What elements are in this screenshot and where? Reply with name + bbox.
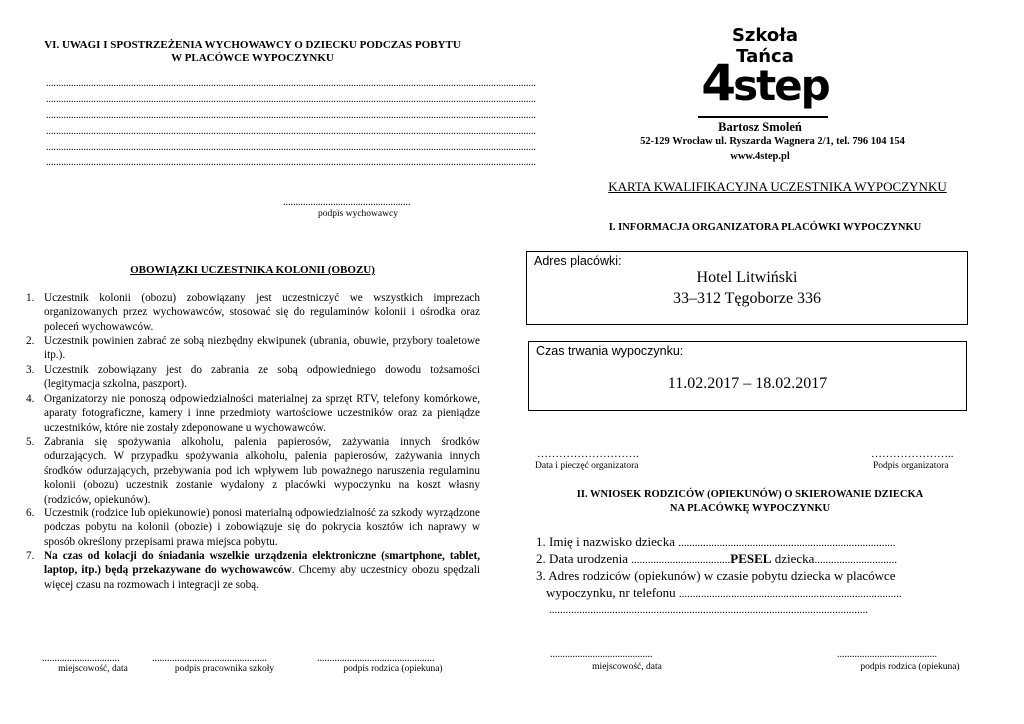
duration-label: Czas trwania wypoczynku: xyxy=(536,344,684,358)
birth-date-dots[interactable]: .................................... xyxy=(631,554,731,566)
place-date-line[interactable]: ............................... xyxy=(42,653,120,664)
notes-line-1[interactable]: .................................................................................................................................................................................................... xyxy=(46,78,536,89)
logo-underline xyxy=(698,116,828,118)
venue-box xyxy=(526,251,968,325)
child-name-dots[interactable]: ............................................................................... xyxy=(678,537,896,549)
duty7-rest: . Chcemy aby uczestnicy obozu spędzali więcej czasu na rozmowach i integracji ze sobą. xyxy=(44,564,480,591)
organizer-signature-line[interactable]: ………………….. xyxy=(871,448,954,460)
parents-phone-label: wypoczynku, nr telefonu xyxy=(546,585,676,600)
duty7-bold: Na czas od kolacji do śniadania wszelkie urządzenia elektroniczne (smartphone, tablet, laptop, itp.) będą przekazywane do wychowawców xyxy=(44,550,480,577)
section2-title-line1: II. WNIOSEK RODZICÓW (OPIEKUNÓW) O SKIEROWANIE DZIECKA xyxy=(576,489,924,500)
duty-item: 4. Organizatorzy nie ponoszą odpowiedzialności materialnej za sprzęt RTV, telefony komórkowe, aparaty fotograficzne, kamery i inne przedmioty wartościowe uczestników oraz za pieniądze uczestników, które nie zostały zdeponowane u wychowawców. xyxy=(26,393,480,434)
duty-item: 6. Uczestnik (rodzice lub opiekunowie) ponosi materialną odpowiedzialność za szkody wyrządzone podczas pobytu na kolonii (obozie) i zobowiązuje się do pokrycia kosztów ich naprawy w sposób określony przepisami prawa miejsca pobytu. xyxy=(26,507,480,548)
parents-address-label: 3. Adres rodziców (opiekunów) w czasie pobytu dziecka w placówce xyxy=(536,568,896,583)
logo-number: 4 xyxy=(701,54,734,112)
parent-signature-line-left[interactable]: ............................................... xyxy=(317,653,435,664)
brand-logo xyxy=(700,52,830,114)
brand-name: Szkoła Tańca xyxy=(731,25,799,67)
notes-line-5[interactable]: .................................................................................................................................................................................................... xyxy=(46,142,536,153)
parent-signature-line-right[interactable]: ........................................ xyxy=(837,649,937,660)
venue-address: 33–312 Tęgoborze 336 xyxy=(672,290,822,307)
section6-title: VI. UWAGI I SPOSTRZEŻENIA WYCHOWAWCY O DZIECKU PODCZAS POBYTU W PLACÓWCE WYPOCZYNKU xyxy=(44,39,461,64)
website[interactable]: www.4step.pl xyxy=(730,151,790,162)
birth-pesel-field[interactable] xyxy=(536,551,991,567)
pesel-label: PESEL xyxy=(730,551,772,566)
duty-item: 5. Zabrania się spożywania alkoholu, palenia papierosów, zażywania innych środków odurzających. W przypadku spożywania alkoholu, palenia papierosów, zażywania innych środków odurzających, przebywania pod ich wpływem lub poważnego naruszenia regulaminu kolonii (obozu) uczestnik zostanie wydalony z placówki wypoczynku na koszt własny (rodziców, opiekunów). xyxy=(26,436,480,506)
section1-title: I. INFORMACJA ORGANIZATORA PLACÓWKI WYPOCZYNKU xyxy=(608,222,922,233)
organizer-stamp-line[interactable]: ………………………. xyxy=(537,448,639,460)
notes-line-2[interactable]: .................................................................................................................................................................................................... xyxy=(46,94,536,105)
duration-value: 11.02.2017 – 18.02.2017 xyxy=(667,375,828,392)
duty-item: 7. Na czas od kolacji do śniadania wszelkie urządzenia elektroniczne (smartphone, tablet, laptop, itp.) będą przekazywane do wychowawców. Chcemy aby uczestnicy obozu spędzali więcej czasu na rozmowach i integracji ze sobą. xyxy=(26,550,480,591)
notes-line-4[interactable]: .................................................................................................................................................................................................... xyxy=(46,126,536,137)
parents-address-dots[interactable]: ................................................................................. xyxy=(678,588,902,600)
owner-name: Bartosz Smoleń xyxy=(718,120,802,134)
section2-title-line2: NA PLACÓWKĘ WYPOCZYNKU xyxy=(669,503,831,514)
organizer-signature-label: Podpis organizatora xyxy=(873,461,949,471)
place-date-line-right[interactable]: ......................................... xyxy=(550,649,653,660)
child-name-field[interactable] xyxy=(536,534,991,550)
parents-address-field[interactable] xyxy=(546,585,991,601)
place-date-label: miejscowość, data xyxy=(58,664,128,674)
school-staff-signature-label: podpis pracownika szkoły xyxy=(174,664,275,674)
pesel-child-label: dziecka xyxy=(771,551,815,566)
parent-signature-label-left: podpis rodzica (opiekuna) xyxy=(343,664,443,674)
logo-word: step xyxy=(733,61,829,110)
duty-item: 2. Uczestnik powinien zabrać ze sobą niezbędny ekwipunek (ubrania, obuwie, przybory toaletowe itp.). xyxy=(26,335,480,362)
birth-date-label: 2. Data urodzenia xyxy=(536,551,629,566)
card-title: KARTA KWALIFIKACYJNA UCZESTNIKA WYPOCZYNKU xyxy=(608,179,947,194)
duration-box xyxy=(528,341,967,411)
venue-label: Adres placówki: xyxy=(534,254,622,268)
school-address: 52-129 Wrocław ul. Ryszarda Wagnera 2/1, tel. 796 104 154 xyxy=(640,136,905,147)
pesel-dots[interactable]: .............................. xyxy=(814,554,897,566)
venue-name: Hotel Litwiński xyxy=(696,269,798,286)
child-name-label: 1. Imię i nazwisko dziecka xyxy=(536,534,675,549)
parents-address-line2[interactable]: .................................................................................................................... xyxy=(549,604,868,616)
place-date-label-right: miejscowość, data xyxy=(592,662,662,672)
caretaker-signature-label: podpis wychowawcy xyxy=(318,209,398,219)
organizer-stamp-label: Data i pieczęć organizatora xyxy=(535,461,639,471)
notes-line-3[interactable]: .................................................................................................................................................................................................... xyxy=(46,110,536,121)
duty-item: 3. Uczestnik zobowiązany jest do zabrania ze sobą odpowiedniego dowodu tożsamości (legitymacja szkolna, paszport). xyxy=(26,364,480,391)
section2-title xyxy=(540,488,960,516)
parent-signature-label-right: podpis rodzica (opiekuna) xyxy=(860,662,960,672)
duties-title: OBOWIĄZKI UCZESTNIKA KOLONII (OBOZU) xyxy=(130,264,375,276)
notes-line-6[interactable]: .................................................................................................................................................................................................... xyxy=(46,157,536,168)
school-staff-signature-line[interactable]: .............................................. xyxy=(152,653,267,664)
caretaker-signature-line[interactable]: ................................................... xyxy=(283,197,411,208)
duty-item: 1. Uczestnik kolonii (obozu) zobowiązany jest uczestniczyć we wszystkich imprezach organizowanych przez wychowawców, stosować się do regulaminów kolonii i ośrodka oraz poleceń wychowawców. xyxy=(26,292,480,333)
